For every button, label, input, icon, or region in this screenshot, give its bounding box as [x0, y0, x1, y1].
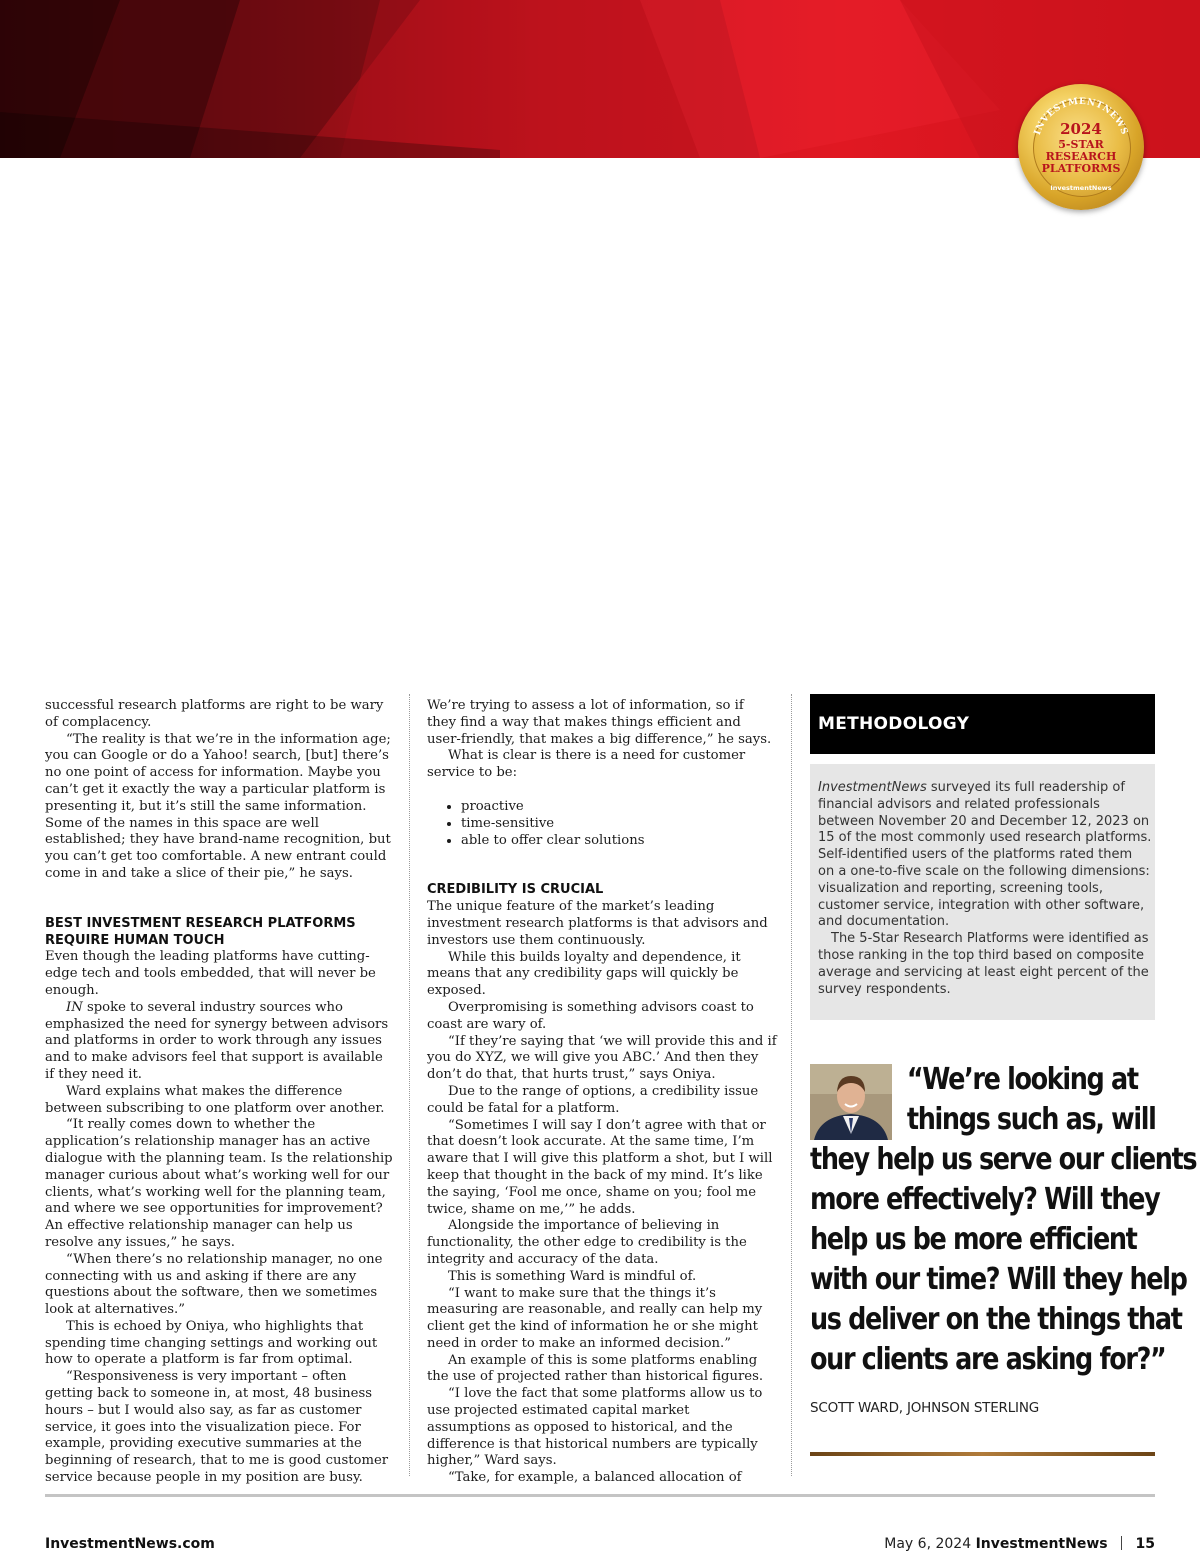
article-column-1 [45, 698, 395, 1487]
article-paragraph: Due to the range of options, a credibility issue could be fatal for a platform. [427, 1083, 759, 1116]
pull-quote-line: us deliver on the things that [810, 1302, 1182, 1337]
pull-quote-line: “We’re looking at [906, 1062, 1138, 1097]
article-paragraph: successful research platforms are right to be wary of complacency. [45, 698, 384, 730]
methodology-paragraph-1 [818, 780, 1152, 931]
publication-abbrev: IN [66, 999, 83, 1015]
article-paragraph: “If they’re saying that ‘we will provide this and if you do XYZ, we will give you ABC.’ And then they don’t do that, that hurts trust,” says Oniya. [427, 1033, 777, 1083]
article-paragraph: This is something Ward is mindful of. [448, 1268, 697, 1284]
bullet-list [427, 799, 777, 849]
article-paragraph: We’re trying to assess a lot of information, so if they find a way that makes things efficient and user-friendly, that makes a big difference,” he says. [427, 698, 772, 747]
article-paragraph: “The reality is that we’re in the information age; you can Google or do a Yahoo! search, [but] there’s no one point of access for information. Maybe you can’t get it exactly the way a particular platform is presenting it, but it’s still the same information. Some of the names in this space are well established; they have brand-name recognition, but you can’t get too comfortable. A new entrant could come in and take a slice of their pie,” he says. [45, 731, 391, 881]
footer-site: InvestmentNews.com [45, 1536, 215, 1552]
seal-line-1: 5-STAR [1058, 138, 1104, 151]
methodology-publication: InvestmentNews [818, 780, 927, 795]
column-divider-1 [409, 694, 410, 1476]
footer-date: May 6, 2024 [884, 1536, 972, 1552]
article-paragraph: What is clear is there is a need for customer service to be: [427, 748, 746, 781]
svg-text:INVESTMENTNEWS: INVESTMENTNEWS [1032, 96, 1130, 137]
bullet-item: • able to offer clear solutions [461, 833, 777, 850]
article-paragraph: An example of this is some platforms enabling the use of projected rather than historical figures. [427, 1352, 764, 1385]
methodology-header [810, 694, 1155, 754]
section-heading: BEST INVESTMENT RESEARCH PLATFORMS REQUIRE HUMAN TOUCH [45, 915, 356, 948]
methodology-paragraph-2: The 5-Star Research Platforms were identified as those ranking in the top third based on composite average and servicing at least eight percent of the survey respondents. [818, 931, 1149, 997]
pull-quote-line: our clients are asking for?” [810, 1342, 1166, 1377]
page-number: 15 [1135, 1536, 1155, 1552]
column-divider-2 [791, 694, 792, 1476]
methodology-paragraph-1-text: surveyed its full readership of financial advisors and related professionals between November 20 and December 12, 2023 on 15 of the most commonly used research platforms. Self-identified users of the platforms rated them on a one-to-five scale on the following dimensions: visualization and reporting, screening tools, customer service, integration with other software, and documentation. [818, 780, 1152, 930]
methodology-box [810, 764, 1155, 1020]
section-heading: CREDIBILITY IS CRUCIAL [427, 882, 604, 898]
seal-brand: InvestmentNews [1050, 184, 1112, 192]
footer-info [884, 1536, 1155, 1552]
article-paragraph: Ward explains what makes the difference between subscribing to one platform over another. [45, 1083, 385, 1116]
article-paragraph: IN spoke to several industry sources who emphasized the need for synergy between advisors and platforms in order to work through any issues and to make advisors feel that support is available if they need it. [45, 999, 389, 1082]
quote-attribution: SCOTT WARD, JOHNSON STERLING [810, 1400, 1040, 1416]
article-paragraph: “Responsiveness is very important – often getting back to someone in, at most, 48 business hours – but I would also say, as far as customer service, it goes into the visualization piece. For example, providing executive summaries at the beginning of research, that to me is good customer service because people in my position are busy. [45, 1369, 389, 1486]
pull-quote [810, 1060, 1197, 1380]
bronze-divider [810, 1452, 1155, 1456]
footer-brand: InvestmentNews [975, 1536, 1108, 1552]
pull-quote-line: they help us serve our clients [810, 1142, 1197, 1177]
footer-separator [1121, 1536, 1122, 1550]
article-paragraph: “It really comes down to whether the application’s relationship manager has an active dialogue with the planning team. Is the relationship manager curious about what’s working well for our clients, what’s working well for the planning team, and where we see opportunities for improvement? An effective relationship manager can help us resolve any issues,” he says. [45, 1117, 393, 1250]
article-paragraph: “I want to make sure that the things it’s measuring are reasonable, and really can help my client get the kind of information he or she might need in order to make an informed decision.” [427, 1285, 763, 1351]
article-paragraph: Even though the leading platforms have cutting-edge tech and tools embedded, that will never be enough. [45, 949, 376, 998]
award-seal [1018, 84, 1144, 210]
article-paragraph: Alongside the importance of believing in functionality, the other edge to credibility is the integrity and accuracy of the data. [427, 1218, 747, 1267]
pull-quote-line: with our time? Will they help [810, 1262, 1187, 1297]
bullet-item: • time-sensitive [461, 816, 777, 833]
methodology-title: METHODOLOGY [818, 714, 970, 734]
article-paragraph: “I love the fact that some platforms allow us to use projected estimated capital market assumptions as opposed to historical, and the difference is that historical numbers are typically higher,” Ward says. [427, 1386, 763, 1469]
article-paragraph: “Take, for example, a balanced allocation of [448, 1470, 742, 1486]
article-paragraph: “Sometimes I will say I don’t agree with that or that doesn’t look accurate. At the same time, I’m aware that I will give this platform a shot, but I will keep that thought in the back of my mind. It’s like the saying, ‘Fool me once, shame on you; fool me twice, shame on me,’” he adds. [427, 1117, 773, 1217]
article-paragraph: “When there’s no relationship manager, no one connecting with us and asking if there are any questions about the software, then we sometimes look at alternatives.” [45, 1251, 383, 1318]
article-paragraph: The unique feature of the market’s leading investment research platforms is that advisors and investors use them continuously. [427, 899, 768, 948]
article-paragraph: This is echoed by Oniya, who highlights that spending time changing settings and working out how to operate a platform is far from optimal. [45, 1318, 378, 1368]
seal-year: 2024 [1060, 120, 1102, 138]
article-column-2 [427, 698, 777, 1487]
pull-quote-line: more effectively? Will they [810, 1182, 1160, 1217]
seal-line-2: RESEARCH [1045, 150, 1117, 163]
article-paragraph: While this builds loyalty and dependence, it means that any credibility gaps will quickly be exposed. [427, 949, 741, 999]
article-paragraph: Overpromising is something advisors coast to coast are wary of. [427, 999, 754, 1032]
footer-divider [45, 1494, 1155, 1497]
seal-line-3: PLATFORMS [1041, 162, 1121, 175]
bullet-item: • proactive [461, 799, 777, 816]
pull-quote-line: help us be more efficient [810, 1222, 1137, 1257]
pull-quote-line: things such as, will [906, 1102, 1156, 1137]
methodology-text [818, 780, 1152, 998]
